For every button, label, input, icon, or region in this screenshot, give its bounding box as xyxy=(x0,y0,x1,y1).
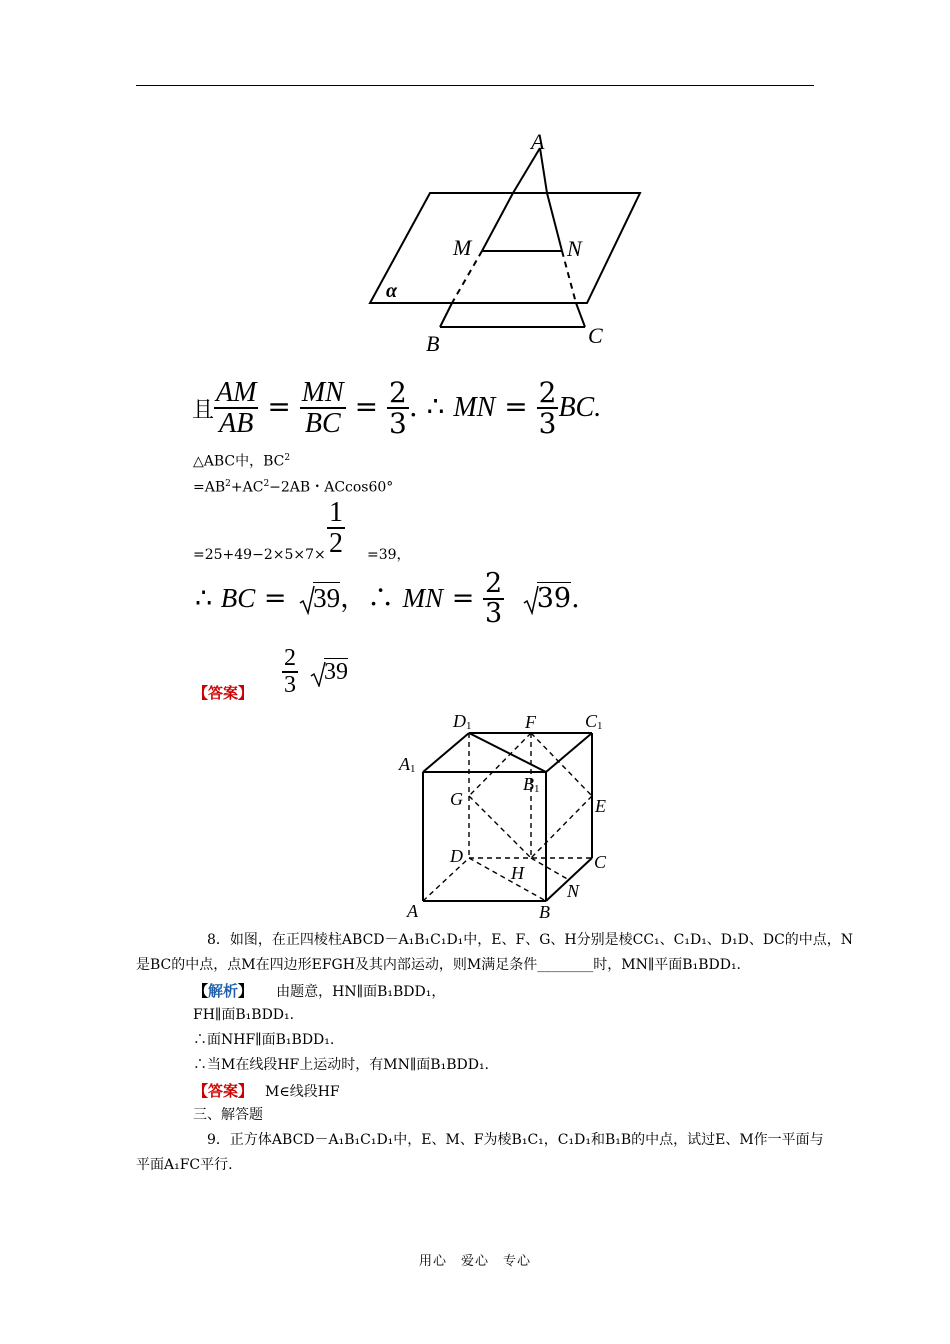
label-C: C xyxy=(594,852,607,872)
label-H: H xyxy=(511,863,524,883)
header-rule xyxy=(136,85,814,86)
question-8-line-2: 是BC的中点，点M在四边形EFGH及其内部运动，则M满足条件________时，MN∥平面B₁BDD₁. xyxy=(136,957,742,973)
label-N: N xyxy=(567,236,582,261)
solution-line-2: FH∥面B₁BDD₁. xyxy=(193,1007,295,1023)
label-D1: D1 xyxy=(453,711,472,732)
answer-2: 【答案】 M∈线段HF xyxy=(193,1082,340,1100)
section-3-title: 三、解答题 xyxy=(193,1107,263,1123)
label-C1: C1 xyxy=(585,711,603,732)
label-B: B xyxy=(426,331,440,356)
frac-one-half: $\frac{1}{2}$ xyxy=(329,497,343,560)
figure-plane-triangle xyxy=(360,125,650,360)
solution-line-4: ∴当M在线段HF上运动时，有MN∥面B₁BDD₁. xyxy=(193,1057,490,1073)
answer-label-1: 【答案】 xyxy=(193,684,254,702)
calc-line-2: $=AB^2+AC^2-2AB$・ACcos60° xyxy=(193,479,394,496)
frac-two-thirds-3: $\frac{2}{3}$ xyxy=(484,568,503,630)
label-D: D xyxy=(450,846,463,866)
sqrt-39-b: 39 xyxy=(523,583,571,614)
label-A1: A1 xyxy=(399,754,416,775)
label-A: A xyxy=(531,129,545,154)
solution-line-1: 由题意，HN∥面B₁BDD₁， xyxy=(276,984,446,1000)
frac-two-thirds-2: $\frac{2}{3}$ xyxy=(538,376,557,441)
label-alpha: α xyxy=(386,280,398,302)
label-A: A xyxy=(407,901,418,921)
label-N: N xyxy=(567,881,580,901)
label-M: M xyxy=(453,235,472,260)
frac-mn-bc: $\frac{MN}{BC}$ xyxy=(301,377,344,440)
label-C: C xyxy=(588,323,603,348)
frac-two-thirds: $\frac{2}{3}$ xyxy=(389,376,407,441)
label-E: E xyxy=(595,796,606,816)
label-B: B xyxy=(539,902,550,922)
solution-line-3: ∴面NHF∥面B₁BDD₁. xyxy=(193,1032,335,1048)
label-B1: B1 xyxy=(523,774,540,795)
equation-ratio: 且 $\frac{AM}{AB}$ = $\frac{MN}{BC}$ = $\frac{2}{3}$ . ∴ MN = $\frac{2}{3}$ BC. xyxy=(192,376,602,441)
frac-am-ab: $\frac{AM}{AB}$ xyxy=(216,377,257,440)
question-8-line-1: 8．如图，在正四棱柱ABCD－A₁B₁C₁D₁中，E、F、G、H分别是棱CC₁、C₁D₁、D₁D、DC的中点，N xyxy=(207,932,854,948)
calc-line-1: △ABC中，$BC^2$ xyxy=(193,453,291,470)
sqrt-39: 39 xyxy=(299,583,340,613)
sqrt-39-c: 39 xyxy=(310,659,348,685)
question-9-line-1: 9．正方体ABCD－A₁B₁C₁D₁中，E、M、F为棱B₁C₁，C₁D₁和B₁B的中点，试过E、M作一平面与 xyxy=(207,1132,824,1148)
label-F: F xyxy=(525,712,536,732)
solution-label: 【解析】 由题意，HN∥面B₁BDD₁， xyxy=(193,982,446,1000)
equation-bc-mn: ∴ BC = 39，∴ MN = $\frac{2}{3}$ 39. xyxy=(195,568,580,630)
question-9-line-2: 平面A₁FC平行. xyxy=(136,1157,233,1173)
figure-prism xyxy=(395,708,620,926)
answer-value-1: $\frac{2}{3}$ 39 xyxy=(284,645,348,699)
label-G: G xyxy=(450,789,463,809)
page-footer: 用心 爱心 专心 xyxy=(418,1254,531,1269)
